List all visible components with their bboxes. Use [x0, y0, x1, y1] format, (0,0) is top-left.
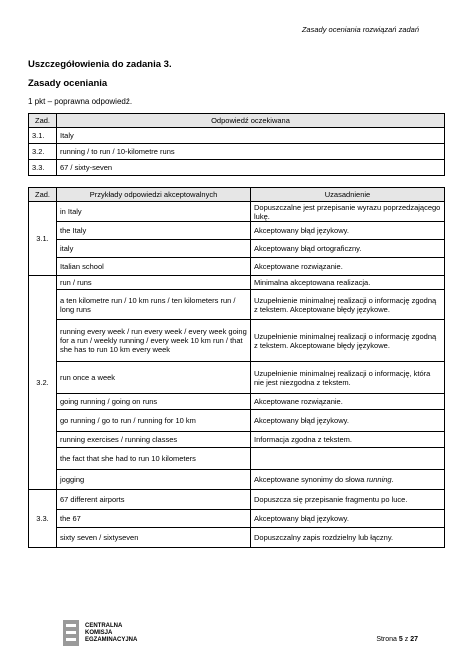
example-answer: sixty seven / sixtyseven [57, 528, 251, 548]
justification: Uzupełnienie minimalnej realizacji o informację zgodną z tekstem. Akceptowane błędy językowe. [251, 290, 445, 320]
page-total: 27 [410, 636, 418, 643]
example-answer: italy [57, 240, 251, 258]
example-answer: run once a week [57, 362, 251, 394]
table-header-row [29, 114, 445, 128]
justification: Akceptowany błąd językowy. [251, 410, 445, 432]
table-row [29, 290, 445, 320]
header-task: Zad. [29, 114, 57, 128]
task-id: 3.2. [29, 144, 57, 160]
header-examples: Przykłady odpowiedzi akceptowalnych [57, 188, 251, 202]
justification: Akceptowany błąd językowy. [251, 222, 445, 240]
table-row [29, 362, 445, 394]
page-current: 5 [398, 636, 403, 643]
example-answer: running exercises / running classes [57, 432, 251, 448]
acceptable-answers-table [28, 187, 445, 548]
table-row [29, 276, 445, 290]
example-answer: in Italy [57, 202, 251, 222]
table-row [29, 470, 445, 490]
justification-text: Akceptowane synonimy do słowa [254, 475, 367, 484]
example-answer: Italian school [57, 258, 251, 276]
table-header-row [29, 188, 445, 202]
cke-logo [63, 620, 137, 646]
justification: Informacja zgodna z tekstem. [251, 432, 445, 448]
page-separator: z [404, 636, 409, 643]
emphasized-word: running [366, 475, 392, 484]
table-row [29, 240, 445, 258]
table-row [29, 510, 445, 528]
example-answer: run / runs [57, 276, 251, 290]
table-row [29, 448, 445, 470]
justification: Dopuszcza się przepisanie fragmentu po luce. [251, 490, 445, 510]
table-row [29, 144, 445, 160]
task-id: 3.1. [29, 128, 57, 144]
task-id: 3.1. [29, 202, 57, 276]
expected-answer: running / to run / 10-kilometre runs [57, 144, 445, 160]
table-row [29, 222, 445, 240]
justification [251, 470, 445, 490]
example-answer: the fact that she had to run 10 kilometers [57, 448, 251, 470]
section-title: Uszczegółowienia do zadania 3. [28, 59, 172, 70]
justification: Minimalna akceptowana realizacja. [251, 276, 445, 290]
page-word: Strona [376, 636, 397, 643]
logo-line: KOMISJA [85, 629, 113, 636]
table-row [29, 490, 445, 510]
justification: Uzupełnienie minimalnej realizacji o informację zgodną z tekstem. Akceptowane błędy językowe. [251, 320, 445, 362]
justification: Dopuszczalne jest przepisanie wyrazu poprzedzającego lukę. [251, 202, 445, 222]
justification-end: . [391, 475, 394, 484]
table-row [29, 258, 445, 276]
logo-line: EGZAMINACYJNA [85, 636, 138, 643]
example-answer: going running / going on runs [57, 394, 251, 410]
justification: Akceptowane rozwiązanie. [251, 258, 445, 276]
table-row [29, 432, 445, 448]
example-answer: 67 different airports [57, 490, 251, 510]
logo-line: CENTRALNA [85, 622, 123, 629]
table-row [29, 128, 445, 144]
example-answer: a ten kilometre run / 10 km runs / ten kilometers run / long runs [57, 290, 251, 320]
table-row [29, 410, 445, 432]
expected-answer: 67 / sixty-seven [57, 160, 445, 176]
table-row [29, 528, 445, 548]
expected-answer: Italy [57, 128, 445, 144]
example-answer: go running / go to run / running for 10 km [57, 410, 251, 432]
expected-answers-table [28, 113, 445, 176]
page-number [376, 636, 418, 643]
table-row [29, 202, 445, 222]
header-expected-answer: Odpowiedź oczekiwana [57, 114, 445, 128]
justification [251, 448, 445, 470]
task-id: 3.3. [29, 490, 57, 548]
example-answer: the 67 [57, 510, 251, 528]
justification: Uzupełnienie minimalnej realizacji o informację, która nie jest niezgodna z tekstem. [251, 362, 445, 394]
example-answer: jogging [57, 470, 251, 490]
scoring-rule: 1 pkt – poprawna odpowiedź. [28, 97, 133, 106]
example-answer: running every week / run every week / every week going for a run / weekly running / every week 10 km run / that she has to run 10 km every week [57, 320, 251, 362]
section-subtitle: Zasady oceniania [28, 78, 108, 89]
justification: Akceptowane rozwiązanie. [251, 394, 445, 410]
running-header: Zasady oceniania rozwiązań zadań [301, 25, 419, 34]
task-id: 3.3. [29, 160, 57, 176]
logo-emblem-icon [63, 620, 79, 646]
header-task: Zad. [29, 188, 57, 202]
justification: Akceptowany błąd językowy. [251, 510, 445, 528]
header-justification: Uzasadnienie [251, 188, 445, 202]
task-id: 3.2. [29, 276, 57, 490]
table-row [29, 320, 445, 362]
justification: Akceptowany błąd ortograficzny. [251, 240, 445, 258]
example-answer: the Italy [57, 222, 251, 240]
justification: Dopuszczalny zapis rozdzielny lub łączny. [251, 528, 445, 548]
table-row [29, 160, 445, 176]
table-row [29, 394, 445, 410]
